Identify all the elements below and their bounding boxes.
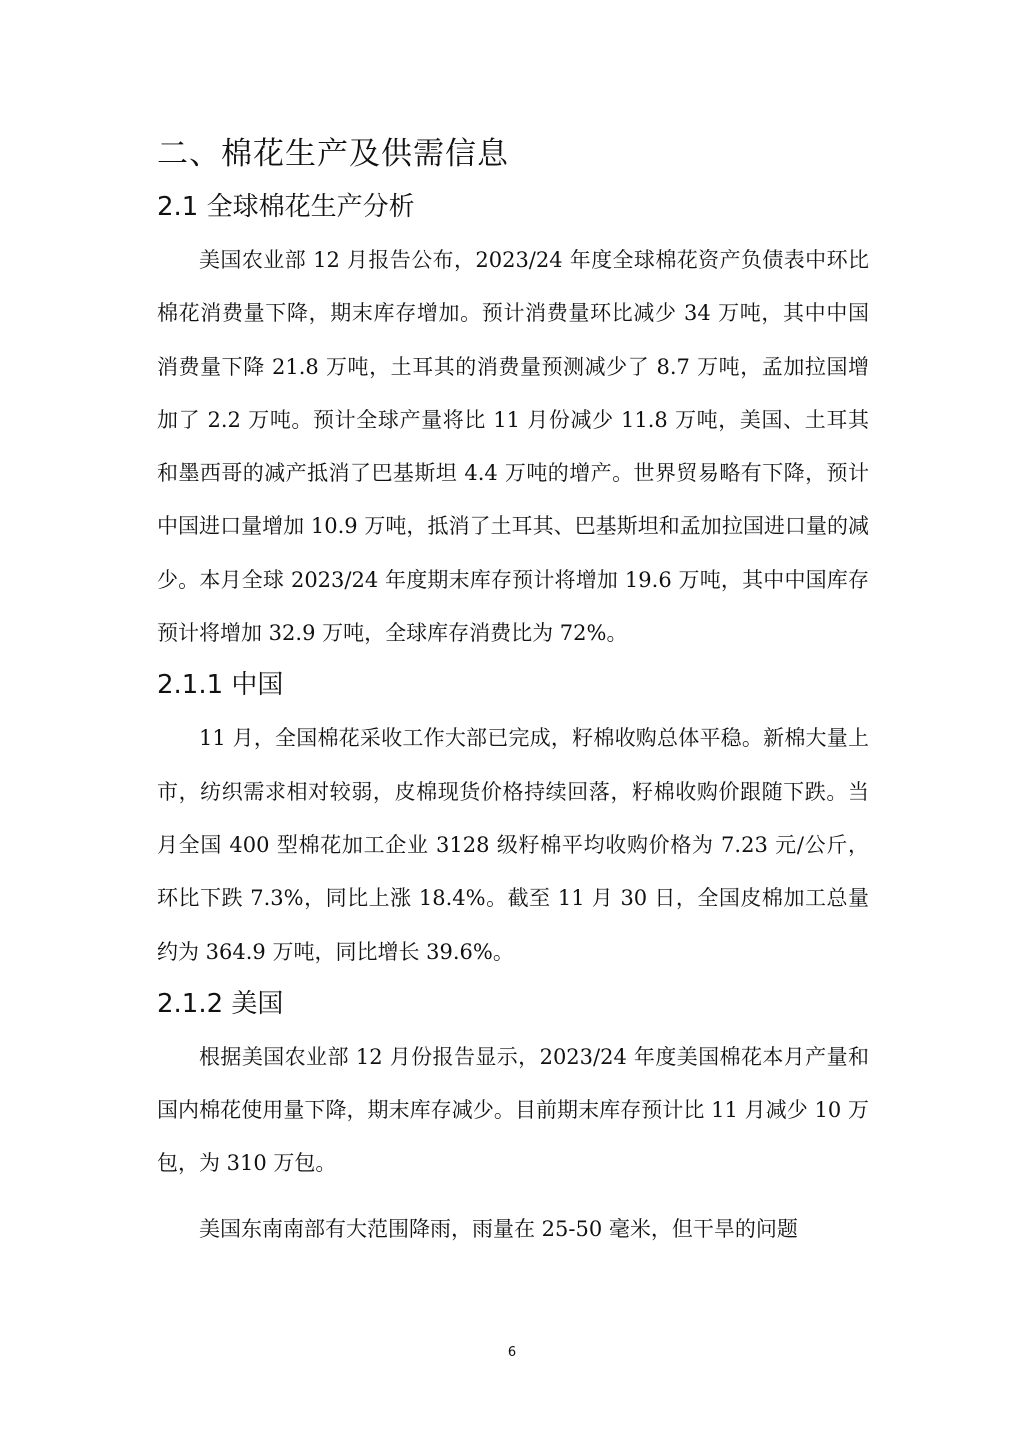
section-heading-2-1-1: 2.1.1 中国: [157, 670, 284, 701]
section-2-1-paragraph: 美国农业部 12 月报告公布，2023/24 年度全球棉花资产负债表中环比棉花消费量下降，期末库存增加。预计消费量环比减少 34 万吨，其中中国消费量下降 21.8 万吨，土耳其的消费量预测减少了 8.7 万吨，孟加拉国增加了 2.2 万吨。预计全球产量将比 11 月份减少 11.8 万吨，美国、土耳其和墨西哥的减产抵消了巴基斯坦 4.4 万吨的增产。世界贸易略有下降，预计中国进口量增加 10.9 万吨，抵消了土耳其、巴基斯坦和孟加拉国进口量的减少。本月全球 2023/24 年度期末库存预计将增加 19.6 万吨，其中中国库存预计将增加 32.9 万吨，全球库存消费比为 72%。: [157, 248, 869, 646]
section-2-1-2-paragraph-2: 美国东南南部有大范围降雨，雨量在 25-50 毫米，但干旱的问题: [199, 1216, 798, 1241]
main-heading: 二、棉花生产及供需信息: [157, 136, 509, 172]
section-heading-2-1-2: 2.1.2 美国: [157, 988, 284, 1019]
document-body: [157, 128, 869, 1256]
section-heading-2-1: 2.1 全球棉花生产分析: [157, 192, 415, 222]
page-number: 6: [507, 1345, 517, 1360]
section-2-1-2-paragraph-1: 根据美国农业部 12 月份报告显示，2023/24 年度美国棉花本月产量和国内棉花使用量下降，期末库存减少。目前期末库存预计比 11 月减少 10 万包，为 310 万包。: [157, 1044, 869, 1176]
section-2-1-1-paragraph: 11 月，全国棉花采收工作大部已完成，籽棉收购总体平稳。新棉大量上市，纺织需求相对较弱，皮棉现货价格持续回落，籽棉收购价跟随下跌。当月全国 400 型棉花加工企业 3128 级籽棉平均收购价格为 7.23 元/公斤，环比下跌 7.3%，同比上涨 18.4%。截至 11 月 30 日，全国皮棉加工总量约为 364.9 万吨，同比增长 39.6%。: [157, 726, 869, 964]
